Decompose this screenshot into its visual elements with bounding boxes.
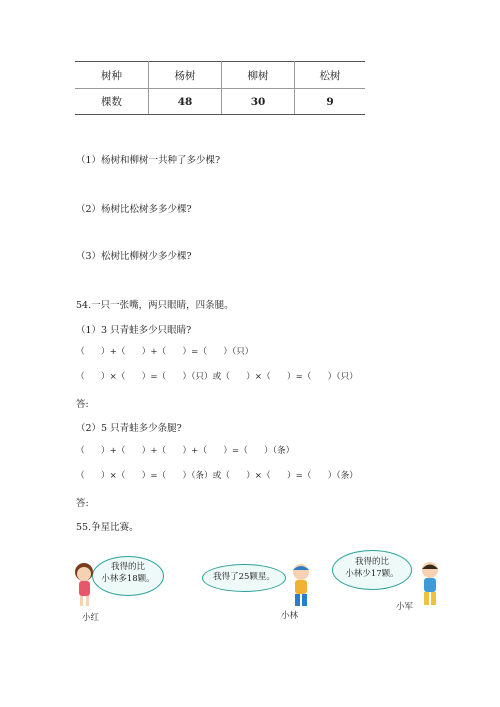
speech-bubble: 我得的比 小林多18颗。 bbox=[92, 556, 164, 596]
equation-line: （ ）×（ ）=（ ）（条）或（ ）×（ ）=（ ）（条） bbox=[76, 471, 358, 481]
question-54-1: （1）3 只青蛙多少只眼睛? bbox=[76, 325, 192, 336]
tree-count-table bbox=[75, 61, 365, 115]
table-row bbox=[75, 89, 365, 115]
answer-label: 答: bbox=[76, 498, 89, 509]
table-cell: 棵数 bbox=[75, 89, 149, 115]
question-54-2: （2）5 只青蛙多少条腿? bbox=[76, 423, 182, 434]
question-54-title: 54.一只一张嘴，两只眼睛，四条腿。 bbox=[76, 300, 234, 311]
table-header-row bbox=[75, 62, 365, 89]
table-cell: 9 bbox=[295, 89, 366, 115]
boy-figure-icon bbox=[415, 560, 445, 610]
table-cell: 树种 bbox=[75, 62, 149, 89]
equation-line: （ ）×（ ）=（ ）（只）或（ ）×（ ）=（ ）（只） bbox=[76, 372, 358, 382]
table-cell: 48 bbox=[149, 89, 222, 115]
answer-label: 答: bbox=[76, 399, 89, 410]
equation-line: （ ）+（ ）+（ ）=（ ）（只） bbox=[76, 347, 254, 357]
question-53-2: （2）杨树比松树多多少棵? bbox=[76, 204, 192, 215]
question-55-title: 55.争星比赛。 bbox=[76, 522, 139, 533]
question-53-1: （1）杨树和柳树一共种了多少棵? bbox=[76, 155, 221, 166]
kid-name: 小军 bbox=[396, 602, 414, 612]
question-53-3: （3）松树比柳树少多少棵? bbox=[76, 251, 192, 262]
speech-bubble: 我得了25颗星。 bbox=[202, 564, 286, 592]
table-cell: 杨树 bbox=[149, 62, 222, 89]
table-cell: 松树 bbox=[295, 62, 366, 89]
girl-figure-icon bbox=[70, 560, 104, 610]
equation-line: （ ）+（ ）+（ ）+（ ）=（ ）（条） bbox=[76, 446, 295, 456]
kid-name: 小红 bbox=[82, 613, 100, 623]
speech-bubble: 我得的比 小林少17颗。 bbox=[332, 550, 412, 590]
table-cell: 30 bbox=[222, 89, 295, 115]
table-cell: 柳树 bbox=[222, 62, 295, 89]
kid-name: 小林 bbox=[281, 611, 299, 621]
boy-figure-icon bbox=[286, 562, 316, 610]
